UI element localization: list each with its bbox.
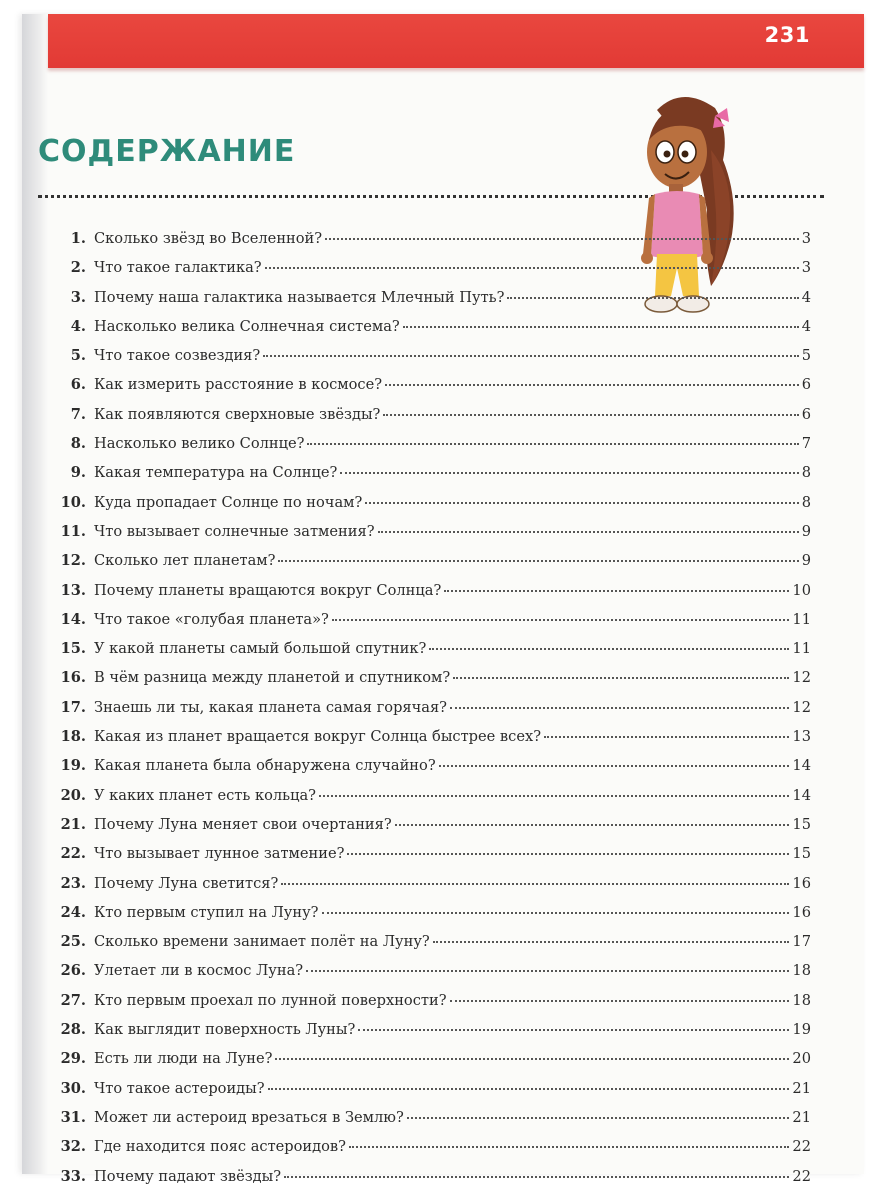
toc-entry-title: У какой планеты самый большой спутник? [94,640,427,658]
toc-leader-dots [263,355,798,357]
toc-entry [58,435,811,464]
toc-entry-number: 24. [60,903,86,921]
toc-entry-page: 19 [792,1021,811,1039]
toc-entry [58,992,811,1021]
toc-entry-title: Где находится пояс астероидов? [94,1138,346,1156]
toc-entry-number: 32. [60,1138,86,1156]
toc-leader-dots [507,297,798,299]
toc-entry-title: Что вызывает лунное затмение? [94,845,345,863]
toc-entry [58,318,811,347]
toc-entry-number: 10. [60,493,86,511]
toc-entry-number: 2. [70,259,86,277]
toc-entry [58,552,811,581]
toc-entry-number: 14. [60,610,86,628]
toc-leader-dots [429,648,789,650]
toc-entry-page: 22 [792,1138,811,1156]
toc-entry-number: 17. [60,698,86,716]
toc-leader-dots [319,795,789,797]
toc-leader-dots [340,472,798,474]
toc-leader-dots [403,326,799,328]
toc-entry [58,523,811,552]
toc-leader-dots [265,267,799,269]
toc-leader-dots [407,1117,790,1119]
toc-entry [58,494,811,523]
toc-entry [58,845,811,874]
toc-entry-title: Знаешь ли ты, какая планета самая горячая? [94,698,448,716]
toc-leader-dots [278,560,798,562]
toc-entry-number: 3. [70,288,86,306]
toc-entry-number: 9. [70,464,86,482]
toc-entry-title: Что такое астероиды? [94,1079,265,1097]
toc-entry-title: Сколько времени занимает полёт на Луну? [94,933,430,951]
toc-entry-title: Что такое созвездия? [94,347,261,365]
toc-entry-page: 3 [801,259,811,277]
toc-entry-number: 6. [70,376,86,394]
toc-entry-page: 6 [801,376,811,394]
toc-leader-dots [307,443,798,445]
toc-entry [58,406,811,435]
toc-entry-page: 16 [792,874,811,892]
toc-entry [58,289,811,318]
toc-entry [58,728,811,757]
toc-entry [58,640,811,669]
toc-entry [58,1168,811,1197]
toc-entry-page: 4 [801,288,811,306]
toc-entry-title: Почему Луна светится? [94,874,279,892]
toc-leader-dots [453,677,789,679]
toc-entry [58,787,811,816]
toc-entry-number: 33. [60,1167,86,1185]
toc-entry-page: 7 [801,435,811,453]
toc-entry [58,904,811,933]
toc-entry [58,933,811,962]
toc-entry-number: 13. [60,581,86,599]
toc-leader-dots [378,531,799,533]
toc-entry-title: Кто первым ступил на Луну? [94,903,319,921]
toc-entry [58,669,811,698]
toc-entry [58,875,811,904]
toc-entry-page: 21 [792,1079,811,1097]
toc-entry [58,259,811,288]
page-title: СОДЕРЖАНИЕ [38,134,296,169]
toc-entry [58,699,811,728]
toc-leader-dots [450,1000,790,1002]
toc-entry-page: 18 [792,991,811,1009]
toc-entry-number: 7. [70,405,86,423]
toc-entry-number: 28. [60,1021,86,1039]
toc-entry-number: 4. [70,317,86,335]
toc-entry-number: 16. [60,669,86,687]
toc-entry [58,464,811,493]
toc-entry-page: 8 [801,464,811,482]
toc-entry-title: Что вызывает солнечные затмения? [94,522,375,540]
toc-entry-page: 13 [792,728,811,746]
toc-entry-number: 31. [60,1108,86,1126]
toc-entry-title: Какая планета была обнаружена случайно? [94,757,436,775]
toc-entry-number: 20. [60,786,86,804]
toc-leader-dots [284,1176,789,1178]
toc-entry-title: Как выглядит поверхность Луны? [94,1021,356,1039]
toc-entry [58,376,811,405]
toc-entry-title: Есть ли люди на Луне? [94,1050,273,1068]
toc-entry-page: 9 [801,552,811,570]
toc-entry-title: Улетает ли в космос Луна? [94,962,304,980]
toc-entry [58,1109,811,1138]
toc-entry-page: 6 [801,405,811,423]
toc-leader-dots [439,765,790,767]
toc-leader-dots [322,912,790,914]
toc-leader-dots [383,414,798,416]
toc-entry-page: 15 [792,845,811,863]
toc-entry-title: Почему планеты вращаются вокруг Солнца? [94,581,442,599]
toc-entry-number: 12. [60,552,86,570]
toc-entry [58,230,811,259]
toc-leader-dots [306,970,789,972]
toc-entry-title: Куда пропадает Солнце по ночам? [94,493,363,511]
toc-entry-page: 9 [801,522,811,540]
toc-entry [58,1080,811,1109]
toc-entry-number: 21. [60,815,86,833]
toc-entry-page: 11 [792,640,811,658]
toc-leader-dots [395,824,790,826]
header-band [48,14,864,68]
toc-entry-page: 16 [792,903,811,921]
toc-entry-page: 17 [792,933,811,951]
toc-entry-page: 3 [801,230,811,247]
toc-entry-page: 5 [801,347,811,365]
toc-entry-number: 18. [60,728,86,746]
toc-entry [58,757,811,786]
toc-entry-number: 1. [70,230,86,247]
toc-entry-title: Какая температура на Солнце? [94,464,338,482]
toc-leader-dots [444,590,789,592]
toc-entry-title: Как появляются сверхновые звёзды? [94,405,381,423]
toc-entry [58,582,811,611]
toc-entry-title: Как измерить расстояние в космосе? [94,376,383,394]
toc-entry-title: Что такое галактика? [94,259,262,277]
page-number: 231 [764,23,810,47]
toc-leader-dots [325,238,799,240]
toc-leader-dots [544,736,789,738]
toc-entry-title: Какая из планет вращается вокруг Солнца быстрее всех? [94,728,542,746]
toc-entry-number: 25. [60,933,86,951]
page-gutter-shadow [22,14,48,1174]
toc-leader-dots [365,502,798,504]
toc-leader-dots [347,853,789,855]
toc-entry-page: 4 [801,317,811,335]
toc-entry-title: У каких планет есть кольца? [94,786,316,804]
toc-entry-number: 15. [60,640,86,658]
toc-entry-page: 8 [801,493,811,511]
toc-entry-number: 27. [60,991,86,1009]
toc-leader-dots [332,619,790,621]
table-of-contents [58,230,811,1197]
toc-entry [58,1021,811,1050]
toc-entry-title: Почему наша галактика называется Млечный Путь? [94,288,505,306]
toc-entry-page: 14 [792,757,811,775]
toc-entry-number: 8. [70,435,86,453]
toc-entry-number: 26. [60,962,86,980]
toc-entry-title: Что такое «голубая планета»? [94,610,329,628]
toc-entry-page: 12 [792,669,811,687]
toc-entry-title: Насколько велико Солнце? [94,435,305,453]
toc-entry-number: 11. [60,522,86,540]
toc-entry [58,1138,811,1167]
toc-entry-title: Насколько велика Солнечная система? [94,317,400,335]
toc-entry-page: 15 [792,815,811,833]
toc-leader-dots [349,1146,789,1148]
toc-leader-dots [275,1058,789,1060]
toc-leader-dots [358,1029,789,1031]
toc-entry-title: В чём разница между планетой и спутником? [94,669,451,687]
toc-entry-title: Кто первым проехал по лунной поверхности? [94,991,447,1009]
toc-leader-dots [450,707,789,709]
toc-entry [58,816,811,845]
toc-leader-dots [433,941,790,943]
toc-entry-title: Почему падают звёзды? [94,1167,282,1185]
toc-entry-title: Сколько звёзд во Вселенной? [94,230,323,247]
book-page [22,14,864,1185]
toc-entry-page: 10 [792,581,811,599]
toc-entry [58,962,811,991]
toc-entry-title: Может ли астероид врезаться в Землю? [94,1108,404,1126]
toc-entry-page: 22 [792,1167,811,1185]
toc-entry-page: 14 [792,786,811,804]
toc-leader-dots [385,384,799,386]
toc-entry-number: 19. [60,757,86,775]
toc-entry-page: 20 [792,1050,811,1068]
toc-entry [58,347,811,376]
toc-entry-page: 21 [792,1108,811,1126]
toc-entry-number: 30. [60,1079,86,1097]
toc-entry-number: 29. [60,1050,86,1068]
toc-entry [58,1050,811,1079]
toc-entry-number: 23. [60,874,86,892]
toc-entry-title: Сколько лет планетам? [94,552,276,570]
toc-entry-number: 5. [70,347,86,365]
toc-leader-dots [281,883,789,885]
toc-entry-page: 18 [792,962,811,980]
toc-leader-dots [268,1088,790,1090]
toc-entry [58,611,811,640]
toc-entry-number: 22. [60,845,86,863]
toc-entry-title: Почему Луна меняет свои очертания? [94,815,392,833]
toc-entry-page: 12 [792,698,811,716]
toc-entry-page: 11 [792,610,811,628]
